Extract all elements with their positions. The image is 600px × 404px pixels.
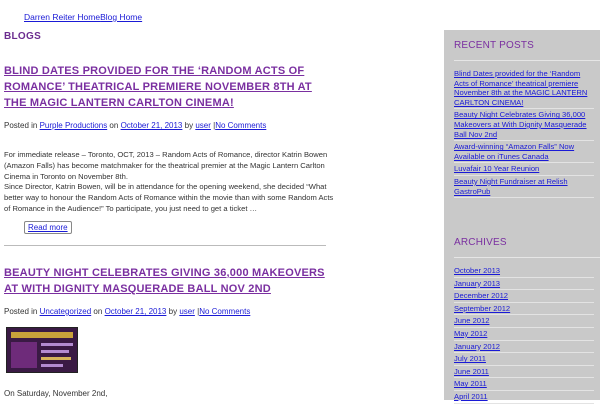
list-item [454, 176, 594, 198]
sidebar [444, 30, 600, 400]
list-item [454, 353, 594, 366]
list-item [454, 315, 594, 328]
archive-link[interactable]: January 2012 [454, 341, 501, 351]
separator: | [213, 121, 216, 130]
recent-post-link[interactable]: Blind Dates provided for the ‘Random Acts of Romance’ theatrical premiere November 8th at the MAGIC LANTERN CARLTON CINEMA! [454, 69, 588, 107]
sidebar-rule [454, 257, 600, 258]
list-item [454, 163, 594, 176]
archive-link[interactable]: December 2012 [454, 291, 509, 301]
archive-link[interactable]: June 2011 [454, 366, 489, 376]
list-item [454, 109, 594, 141]
post-excerpt-1 [4, 150, 334, 215]
category-link[interactable]: Uncategorized [39, 307, 92, 316]
archive-link[interactable]: September 2012 [454, 303, 511, 313]
by-label: by [184, 121, 194, 130]
post-meta-1 [4, 121, 266, 130]
archive-link[interactable]: April 2011 [454, 391, 488, 401]
list-item [454, 303, 594, 316]
archive-link[interactable]: May 2011 [454, 379, 487, 389]
recent-posts-heading: RECENT POSTS [454, 40, 535, 51]
excerpt-paragraph: For immediate release – Toronto, OCT, 2013 – Random Acts of Romance, director Katrin Bowen (Amazon Falls) has become matchmaker for the theatrical premier at the Magic Lantern Carlton Cinema in Toronto on November 8th. [4, 150, 328, 181]
list-item [454, 391, 594, 404]
archives-list [454, 265, 594, 404]
recent-posts-list [454, 68, 594, 198]
page-title: BLOGS [4, 31, 42, 42]
list-item [454, 278, 594, 291]
read-more-button[interactable] [24, 221, 72, 234]
date-link[interactable]: October 21, 2013 [120, 121, 183, 130]
breadcrumb [24, 12, 142, 22]
post-title-2[interactable]: BEAUTY NIGHT CELEBRATES GIVING 36,000 MAKEOVERS AT WITH DIGNITY MASQUERADE BALL NOV 2ND [4, 267, 325, 295]
list-item [454, 378, 594, 391]
by-label: by [168, 307, 178, 316]
archive-link[interactable]: June 2012 [454, 316, 490, 326]
archives-heading: ARCHIVES [454, 237, 507, 248]
post-divider [4, 245, 326, 246]
posted-in-label: Posted in [4, 121, 38, 130]
list-item [454, 341, 594, 354]
archive-link[interactable]: January 2013 [454, 278, 501, 288]
blog-home-link[interactable]: Blog Home [100, 12, 143, 22]
post-thumbnail[interactable] [6, 327, 78, 373]
sidebar-rule [454, 60, 600, 61]
recent-post-link[interactable]: Award-winning “Amazon Falls” Now Available on iTunes Canada [454, 142, 575, 161]
on-label: on [93, 307, 103, 316]
list-item [454, 265, 594, 278]
list-item [454, 366, 594, 379]
list-item [454, 328, 594, 341]
on-label: on [109, 121, 119, 130]
archive-link[interactable]: July 2011 [454, 354, 486, 364]
post-meta-2 [4, 307, 250, 316]
archive-link[interactable]: May 2012 [454, 328, 488, 338]
comments-link[interactable]: No Comments [199, 307, 251, 316]
archive-link[interactable]: October 2013 [454, 266, 501, 275]
recent-post-link[interactable]: Beauty Night Fundraiser at Relish GastroPub [454, 176, 568, 196]
post-title-1[interactable]: BLIND DATES PROVIDED FOR THE ‘RANDOM ACTS OF ROMANCE’ THEATRICAL PREMIERE NOVEMBER 8TH AT THE MAGIC LANTERN CARLTON CINEMA! [4, 65, 312, 109]
excerpt-paragraph: Since Director, Katrin Bowen, will be in attendance for the opening weekend, she decided “What better way to honour the Random Acts of Romance within the movie than with some Random Acts of Romance in the Audience!” To participate, you just need to get a ticket … [4, 182, 334, 213]
home-link[interactable]: Darren Reiter Home [24, 12, 101, 22]
comments-link[interactable]: No Comments [215, 121, 267, 130]
list-item [454, 68, 594, 109]
separator: | [197, 307, 200, 316]
recent-post-link[interactable]: Luvafair 10 Year Reunion [454, 164, 540, 174]
author-link[interactable]: user [195, 121, 211, 130]
read-more-link[interactable]: Read more [28, 223, 68, 232]
posted-in-label: Posted in [4, 307, 38, 316]
post-body-start: On Saturday, November 2nd, [4, 389, 108, 398]
list-item [454, 141, 594, 163]
author-link[interactable]: user [179, 307, 195, 316]
date-link[interactable]: October 21, 2013 [104, 307, 167, 316]
recent-post-link[interactable]: Beauty Night Celebrates Giving 36,000 Makeovers at With Dignity Masquerade Ball Nov 2nd [454, 110, 587, 139]
category-link[interactable]: Purple Productions [39, 121, 108, 130]
list-item [454, 290, 594, 303]
